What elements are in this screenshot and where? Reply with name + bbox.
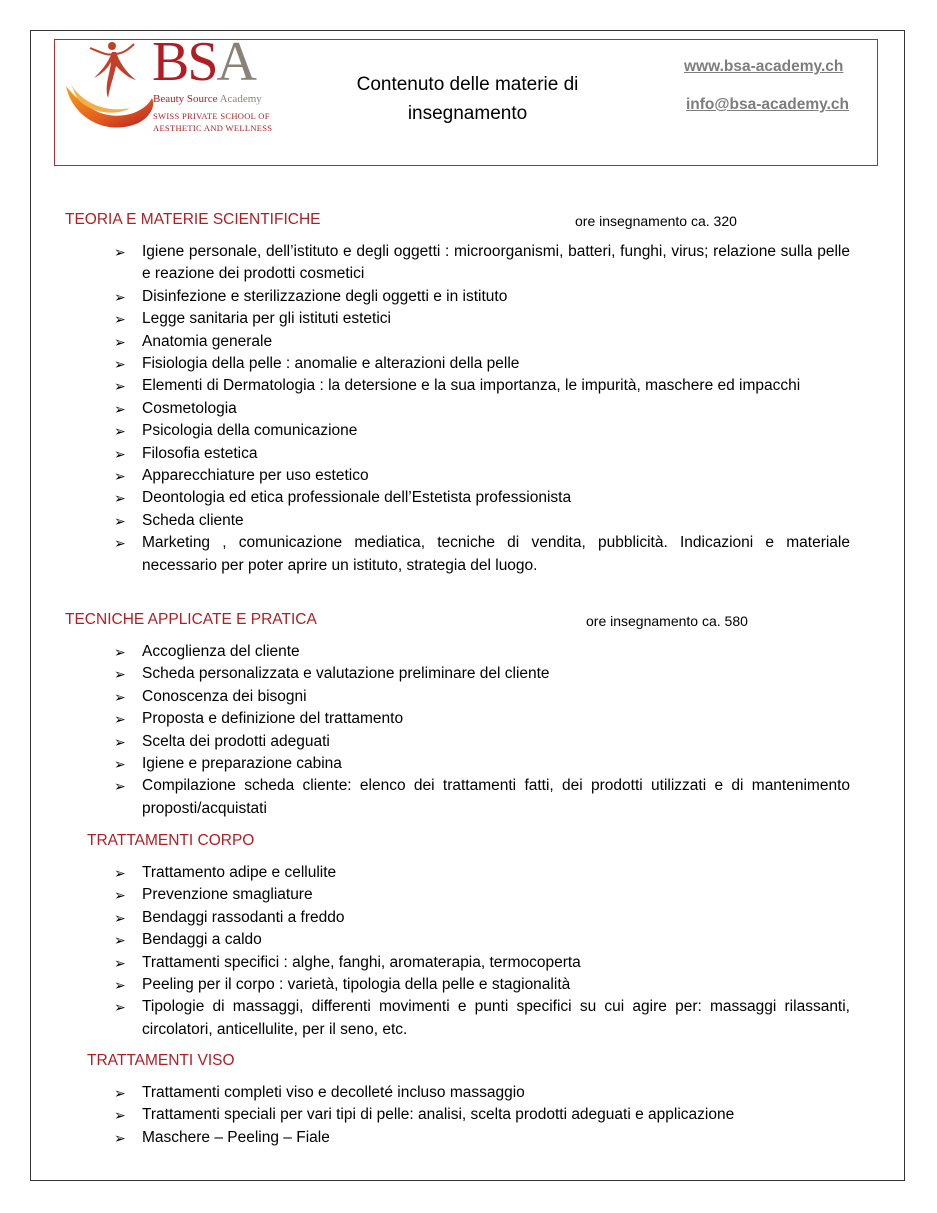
bullet-list-tecniche	[114, 641, 850, 820]
section-title-teoria: TEORIA E MATERIE SCIENTIFICHE	[65, 211, 321, 228]
page-title: Contenuto delle materie di insegnamento	[356, 74, 579, 124]
list-item-text: Trattamenti completi viso e decolleté incluso massaggio	[142, 1084, 525, 1101]
logo-subtitle: Beauty Source Academy	[153, 93, 262, 105]
list-item-text: Igiene e preparazione cabina	[142, 755, 342, 773]
list-item	[114, 353, 850, 375]
section-title-viso: TRATTAMENTI VISO	[87, 1052, 235, 1069]
arrow-bullet-icon: ➢	[114, 311, 126, 328]
logo-tagline: SWISS PRIVATE SCHOOL OF AESTHETIC AND WELLNESS	[153, 111, 273, 133]
arrow-bullet-icon: ➢	[114, 535, 126, 552]
arrow-bullet-icon: ➢	[114, 378, 126, 395]
list-item-text: Legge sanitaria per gli istituti estetici	[142, 310, 391, 328]
logo-wordmark: BSA	[152, 31, 255, 93]
arrow-bullet-icon: ➢	[114, 909, 126, 926]
website-link[interactable]: www.bsa-academy.ch	[684, 58, 844, 75]
list-item-text: Elementi di Dermatologia : la detersione e la sua importanza, le impurità, maschere ed impacchi	[142, 377, 801, 395]
list-item	[114, 1127, 850, 1149]
list-item	[114, 663, 850, 685]
list-item	[114, 884, 850, 906]
list-item	[114, 375, 850, 397]
list-item	[114, 510, 850, 532]
arrow-bullet-icon: ➢	[114, 666, 126, 683]
list-item-text: Psicologia della comunicazione	[142, 422, 358, 440]
list-item-text: Maschere – Peeling – Fiale	[142, 1128, 330, 1146]
list-item-text: Marketing , comunicazione mediatica, tecniche di vendita, pubblicità. Indicazioni e materiale necessario per poter aprire un istituto, strategia del luogo.	[142, 534, 850, 574]
arrow-bullet-icon: ➢	[114, 1107, 126, 1124]
email-link[interactable]: info@bsa-academy.ch	[686, 96, 849, 113]
arrow-bullet-icon: ➢	[114, 356, 126, 373]
arrow-bullet-icon: ➢	[114, 932, 126, 949]
list-item-text: Scheda cliente	[142, 511, 244, 529]
arrow-bullet-icon: ➢	[114, 977, 126, 994]
list-item	[114, 775, 850, 820]
section-hours-tecniche: ore insegnamento ca. 580	[586, 613, 748, 629]
list-item-text: Fisiologia della pelle : anomalie e alterazioni della pelle	[142, 355, 520, 373]
arrow-bullet-icon: ➢	[114, 954, 126, 971]
list-item-text: Scheda personalizzata e valutazione preliminare del cliente	[142, 665, 550, 683]
list-item	[114, 753, 850, 775]
list-item	[114, 532, 850, 577]
arrow-bullet-icon: ➢	[114, 423, 126, 440]
bullet-list-viso	[114, 1082, 850, 1149]
list-item	[114, 708, 850, 730]
arrow-bullet-icon: ➢	[114, 288, 126, 305]
section-title-corpo: TRATTAMENTI CORPO	[87, 832, 255, 849]
list-item	[114, 996, 850, 1041]
list-item-text: Cosmetologia	[142, 399, 237, 417]
list-item	[114, 420, 850, 442]
list-item	[114, 862, 850, 884]
list-item-text: Peeling per il corpo : varietà, tipologia della pelle e stagionalità	[142, 976, 571, 994]
list-item	[114, 929, 850, 951]
arrow-bullet-icon: ➢	[114, 887, 126, 904]
list-item-text: Tipologie di massaggi, differenti movimenti e punti specifici su cui agire per: massaggi rilassanti, circolatori, anticellulite, per il seno, etc.	[142, 998, 850, 1038]
list-item-text: Accoglienza del cliente	[142, 643, 300, 660]
arrow-bullet-icon: ➢	[114, 1085, 126, 1101]
bullet-list-corpo	[114, 862, 850, 1041]
list-item	[114, 1082, 850, 1104]
list-item	[114, 241, 850, 286]
arrow-bullet-icon: ➢	[114, 490, 126, 507]
section-title-tecniche: TECNICHE APPLICATE E PRATICA	[65, 611, 317, 628]
list-item-text: Proposta e definizione del trattamento	[142, 710, 404, 728]
arrow-bullet-icon: ➢	[114, 244, 126, 260]
bullet-list-teoria	[114, 241, 850, 577]
list-item-text: Bendaggi a caldo	[142, 931, 262, 949]
list-item-text: Apparecchiature per uso estetico	[142, 467, 369, 485]
arrow-bullet-icon: ➢	[114, 400, 126, 417]
list-item-text: Compilazione scheda cliente: elenco dei trattamenti fatti, dei prodotti utilizzati e di mantenimento proposti/acquistati	[142, 777, 850, 817]
list-item	[114, 443, 850, 465]
list-item	[114, 1104, 850, 1126]
arrow-bullet-icon: ➢	[114, 756, 126, 773]
arrow-bullet-icon: ➢	[114, 512, 126, 529]
list-item-text: Bendaggi rassodanti a freddo	[142, 908, 345, 926]
arrow-bullet-icon: ➢	[114, 445, 126, 462]
arrow-bullet-icon: ➢	[114, 711, 126, 728]
list-item	[114, 465, 850, 487]
list-item-text: Filosofia estetica	[142, 444, 258, 462]
list-item-text: Anatomia generale	[142, 332, 273, 350]
arrow-bullet-icon: ➢	[114, 1129, 126, 1146]
arrow-bullet-icon: ➢	[114, 688, 126, 705]
list-item-text: Trattamento adipe e cellulite	[142, 864, 337, 881]
arrow-bullet-icon: ➢	[114, 999, 126, 1016]
list-item	[114, 308, 850, 330]
section-hours-teoria: ore insegnamento ca. 320	[575, 213, 737, 229]
arrow-bullet-icon: ➢	[114, 865, 126, 881]
arrow-bullet-icon: ➢	[114, 644, 126, 660]
arrow-bullet-icon: ➢	[114, 333, 126, 350]
list-item-text: Deontologia ed etica professionale dell’Estetista professionista	[142, 489, 572, 507]
list-item	[114, 331, 850, 353]
list-item-text: Igiene personale, dell’istituto e degli oggetti : microorganismi, batteri, funghi, virus; relazione sulla pelle e reazione dei prodotti cosmetici	[142, 243, 850, 283]
list-item-text: Conoscenza dei bisogni	[142, 687, 307, 705]
list-item	[114, 907, 850, 929]
arrow-bullet-icon: ➢	[114, 778, 126, 795]
list-item-text: Trattamenti specifici : alghe, fanghi, aromaterapia, termocoperta	[142, 953, 581, 971]
list-item	[114, 731, 850, 753]
list-item-text: Prevenzione smagliature	[142, 886, 313, 904]
list-item	[114, 398, 850, 420]
list-item	[114, 686, 850, 708]
list-item	[114, 641, 850, 663]
list-item-text: Disinfezione e sterilizzazione degli oggetti e in istituto	[142, 287, 508, 305]
list-item	[114, 952, 850, 974]
arrow-bullet-icon: ➢	[114, 468, 126, 485]
logo-figure-icon	[64, 38, 164, 138]
list-item-text: Scelta dei prodotti adeguati	[142, 732, 330, 750]
list-item	[114, 487, 850, 509]
list-item-text: Trattamenti speciali per vari tipi di pelle: analisi, scelta prodotti adeguati e applicazione	[142, 1106, 735, 1124]
list-item	[114, 974, 850, 996]
list-item	[114, 286, 850, 308]
arrow-bullet-icon: ➢	[114, 733, 126, 750]
